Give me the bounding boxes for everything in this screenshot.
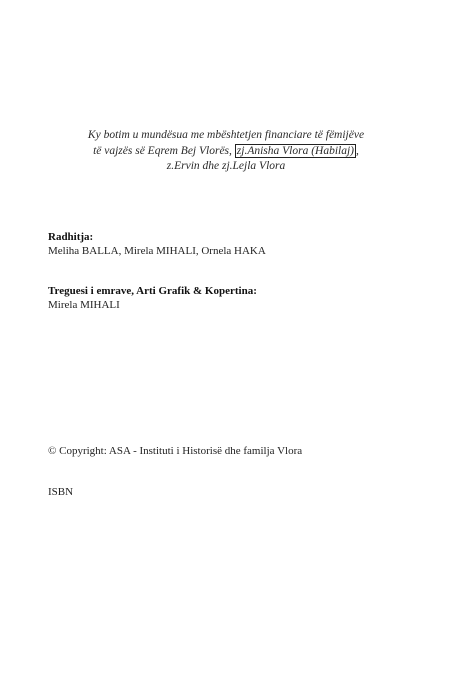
compilation-names: Meliha BALLA, Mirela MIHALI, Ornela HAKA [48, 245, 266, 257]
dedication-line-2-end: , [356, 144, 359, 157]
design-names: Mirela MIHALI [48, 299, 120, 311]
dedication-line-2-start: të vajzës së Eqrem Bej Vlorës, [93, 144, 235, 157]
compilation-heading: Radhitja: [48, 231, 94, 243]
dedication-line-3: z.Ervin dhe zj.Lejla Vlora [166, 160, 286, 172]
compilation-section [48, 230, 266, 258]
dedication-line-2 [60, 144, 392, 160]
dedication-line-1: Ky botim u mundësua me mbështetjen financiare të fëmijëve [87, 129, 365, 141]
design-section [48, 284, 257, 312]
copyright-notice: © Copyright: ASA - Instituti i Historisë dhe familja Vlora [48, 445, 303, 457]
highlighted-name-box: zj.Anisha Vlora (Habilaj) [236, 144, 355, 157]
dedication-text [60, 128, 392, 175]
design-heading: Treguesi i emrave, Arti Grafik & Kopertina: [48, 285, 257, 297]
isbn-label: ISBN [48, 486, 74, 498]
